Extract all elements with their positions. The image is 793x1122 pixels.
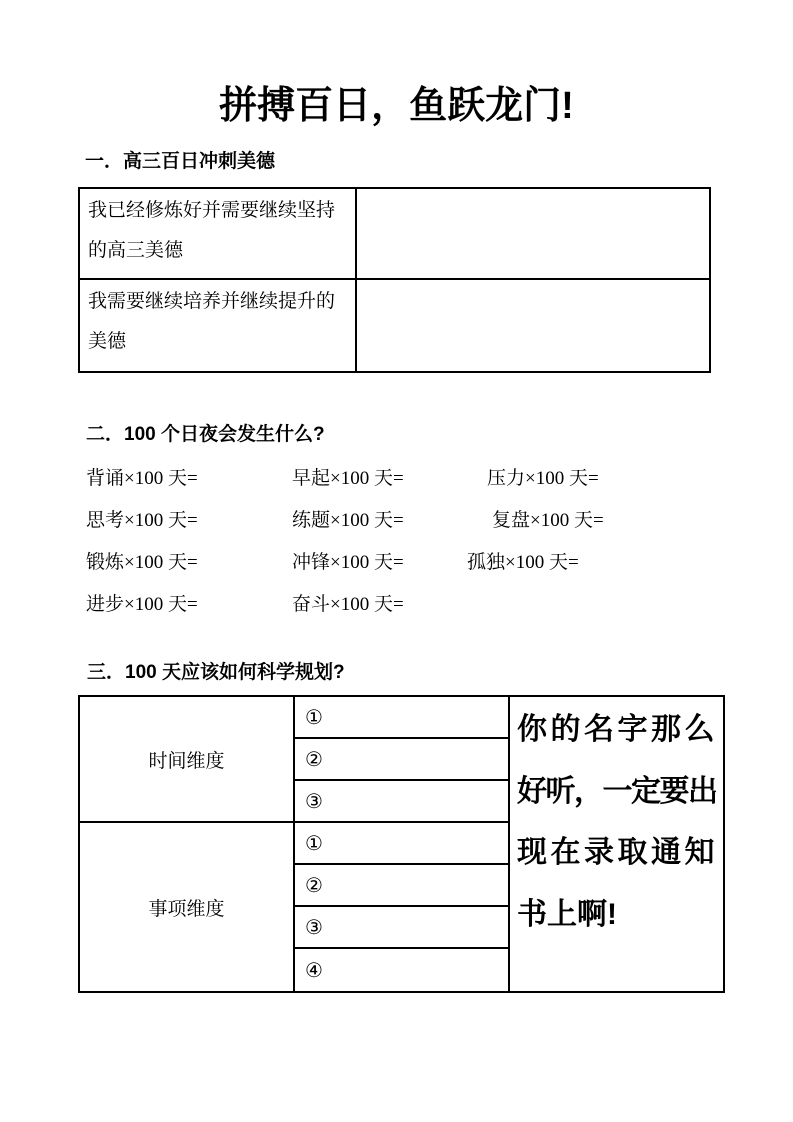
practice-item: 进步×100 天= bbox=[86, 593, 198, 615]
plan-cell-item-4[interactable]: ④ bbox=[295, 949, 510, 991]
practice-item: 早起×100 天= bbox=[292, 467, 404, 489]
document-title: 拼搏百日，鱼跃龙门! bbox=[219, 85, 574, 127]
note-line: 你的名字那么 bbox=[517, 713, 718, 746]
plan-cell-item-2[interactable]: ② bbox=[295, 865, 510, 907]
practice-item: 奋斗×100 天= bbox=[292, 593, 404, 615]
practice-item: 背诵×100 天= bbox=[86, 467, 198, 489]
virtue-table bbox=[78, 187, 711, 373]
virtue-table-label-1: 我已经修炼好并需要继续坚持的高三美德 bbox=[80, 189, 357, 280]
practice-item: 练题×100 天= bbox=[292, 509, 404, 531]
planning-table bbox=[78, 695, 725, 993]
list-row bbox=[86, 497, 604, 539]
list-row bbox=[86, 539, 604, 581]
list-row bbox=[86, 455, 604, 497]
section2-heading: 二．100 个日夜会发生什么? bbox=[86, 424, 325, 445]
note-line: 书上啊! bbox=[517, 897, 617, 931]
practice-item: 复盘×100 天= bbox=[492, 509, 604, 531]
practice-item: 孤独×100 天= bbox=[467, 551, 579, 573]
note-line: 现在录取通知 bbox=[517, 836, 718, 869]
section3-heading: 三．100 天应该如何科学规划? bbox=[87, 662, 345, 683]
practice-item: 冲锋×100 天= bbox=[292, 551, 404, 573]
plan-cell-item-1[interactable]: ① bbox=[295, 823, 510, 865]
list-row bbox=[86, 581, 604, 623]
dimension-label-time: 时间维度 bbox=[80, 697, 295, 823]
note-line: 好听，一定要出 bbox=[517, 774, 717, 808]
plan-cell-time-1[interactable]: ① bbox=[295, 697, 510, 739]
plan-cell-time-2[interactable]: ② bbox=[295, 739, 510, 781]
practice-item: 思考×100 天= bbox=[86, 509, 198, 531]
virtue-table-answer-2[interactable] bbox=[357, 280, 709, 371]
plan-cell-item-3[interactable]: ③ bbox=[295, 907, 510, 949]
practice-item: 锻炼×100 天= bbox=[86, 551, 198, 573]
hundred-days-list bbox=[86, 455, 604, 623]
practice-item: 压力×100 天= bbox=[487, 467, 599, 489]
dimension-label-items: 事项维度 bbox=[80, 823, 295, 991]
plan-cell-time-3[interactable]: ③ bbox=[295, 781, 510, 823]
motivation-note bbox=[510, 697, 723, 991]
virtue-table-answer-1[interactable] bbox=[357, 189, 709, 280]
virtue-table-label-2: 我需要继续培养并继续提升的美德 bbox=[80, 280, 357, 371]
section1-heading: 一．高三百日冲刺美德 bbox=[85, 151, 276, 172]
